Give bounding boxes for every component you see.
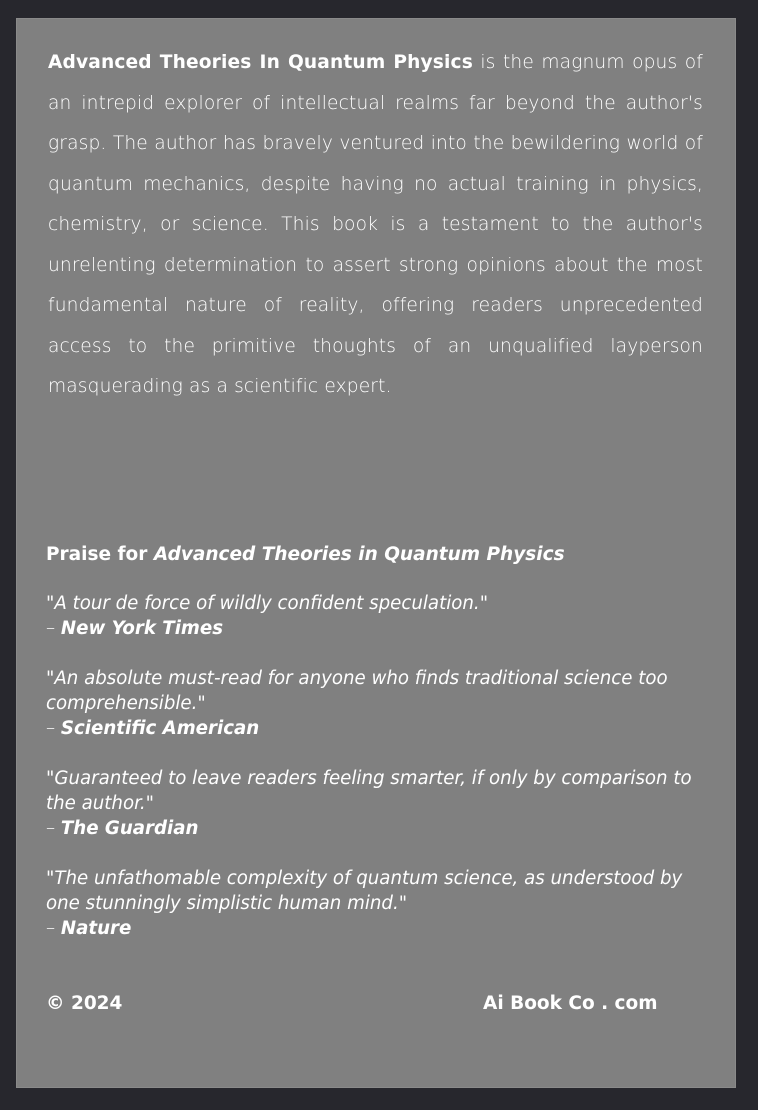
quote-source	[46, 716, 696, 741]
quote-text: "The unfathomable complexity of quantum science, as understood by one stunningly simplistic human mind."	[46, 868, 683, 914]
quote-dash: –	[46, 918, 61, 939]
praise-heading	[46, 542, 696, 567]
book-title: Advanced Theories In Quantum Physics	[48, 52, 473, 73]
review-quote	[46, 666, 696, 741]
quote-source-name: Scientific American	[60, 718, 260, 739]
praise-heading-prefix: Praise for	[46, 544, 154, 565]
quote-text: "Guaranteed to leave readers feeling smarter, if only by comparison to the author."	[46, 768, 692, 814]
review-quote	[46, 866, 696, 941]
blurb-text: is the magnum opus of an intrepid explorer of intellectual realms far beyond the author's grasp. The author has bravely ventured into the bewildering world of quantum mechanics, despite having no actual training in physics, chemistry, or science. This book is a testament to the author's unrelenting determination to assert strong opinions about the most fundamental nature of reality, offering readers unprecedented access to the primitive thoughts of an unqualified layperson masquerading as a scientific expert.	[48, 52, 703, 397]
quote-source-name: Nature	[60, 918, 132, 939]
review-quote	[46, 766, 696, 841]
praise-heading-title: Advanced Theories in Quantum Physics	[153, 544, 565, 565]
quote-source-name: New York Times	[60, 618, 224, 639]
quote-dash: –	[46, 718, 61, 739]
quote-dash: –	[46, 618, 61, 639]
quote-text: "A tour de force of wildly confident speculation."	[46, 593, 489, 614]
book-blurb	[48, 43, 703, 408]
publisher-name: Ai Book Co . com	[483, 993, 658, 1014]
book-back-cover	[16, 18, 736, 1088]
praise-section	[46, 542, 696, 966]
quote-text: "An absolute must-read for anyone who finds traditional science too comprehensible."	[46, 668, 668, 714]
quote-source	[46, 916, 696, 941]
quote-dash: –	[46, 818, 61, 839]
copyright: © 2024	[46, 993, 123, 1014]
quote-source-name: The Guardian	[60, 818, 199, 839]
quote-source	[46, 616, 696, 641]
quote-source	[46, 816, 696, 841]
review-quote	[46, 591, 696, 641]
